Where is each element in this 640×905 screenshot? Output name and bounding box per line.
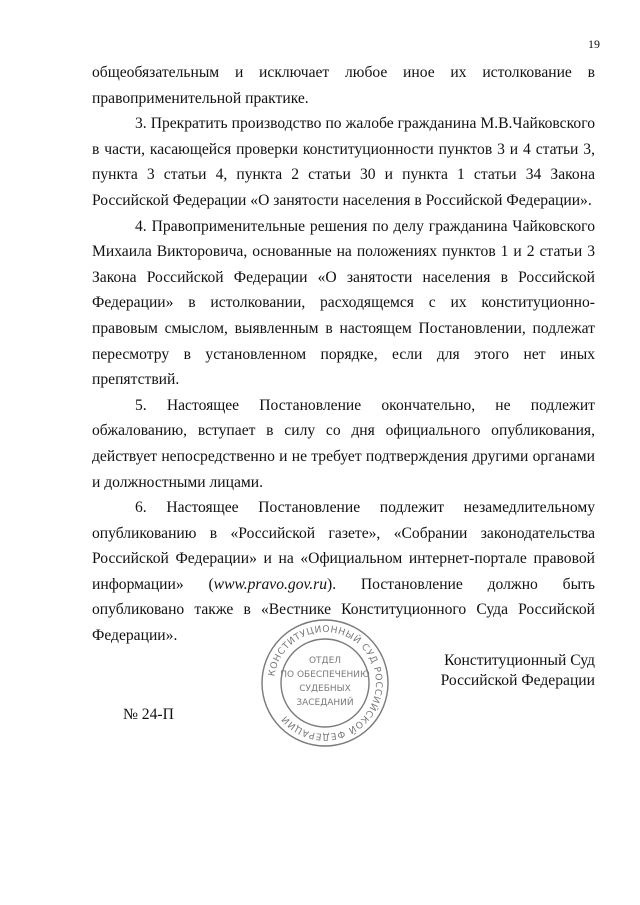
page-number: 19	[588, 37, 600, 51]
document-number: № 24-П	[123, 706, 174, 723]
svg-text:КОНСТИТУЦИОННЫЙ СУД РОССИЙСКОЙ	[266, 624, 384, 742]
seal-center-line: ЗАСЕДАНИЙ	[296, 698, 354, 708]
signature-line-1: Конституционный Суд	[444, 652, 595, 669]
portal-url: www.pravo.gov.ru	[213, 575, 328, 593]
seal-ring-text: КОНСТИТУЦИОННЫЙ СУД РОССИЙСКОЙ ФЕДЕРАЦИИ	[266, 623, 385, 743]
paragraph-6-text-end: ). Постановление должно быть опубликовано также в «Вестнике Конституционного Суда Российской Федерации».	[92, 575, 595, 645]
seal-inner-ring	[281, 639, 369, 727]
signature-line-2: Российской Федерации	[440, 672, 595, 689]
paragraph-continuation: общеобязательным и исключает любое иное их истолкование в правоприменительной практике.	[92, 64, 595, 107]
document-body	[92, 60, 595, 649]
seal-center-line: ПО ОБЕСПЕЧЕНИЮ	[280, 670, 370, 680]
paragraph-5: 5. Настоящее Постановление окончательно, не подлежит обжалованию, вступает в силу со дня официального опубликования, действует непосредственно и не требует подтверждения другими органами и должностными лицами.	[92, 396, 595, 491]
paragraph-4: 4. Правоприменительные решения по делу гражданина Чайковского Михаила Викторовича, основанные на положениях пунктов 1 и 2 статьи 3 Закона Российской Федерации «О занятости населения в Российской Федерации» в истолковании, расходящемся с их конституционно-правовым смыслом, выявленным в настоящем Постановлении, подлежат пересмотру в установленном порядке, если для этого нет иных препятствий.	[92, 217, 595, 389]
seal-center-line: СУДЕБНЫХ	[299, 684, 351, 694]
signature-block	[441, 651, 595, 691]
paragraph-6-text-start: 6. Настоящее Постановление подлежит незамедлительному опубликованию в «Российской газете», «Собрании законодательства Российской Федерации» и на «Официальном интернет-портале правовой информации» (	[92, 499, 595, 593]
seal-center-line: ОТДЕЛ	[308, 656, 342, 666]
official-seal	[259, 617, 391, 749]
paragraph-3: 3. Прекратить производство по жалобе гражданина М.В.Чайковского в части, касающейся проверки конституционности пунктов 3 и 4 статьи 3, пункта 3 статьи 4, пункта 2 статьи 30 и пункта 1 статьи 34 Закона Российской Федерации «О занятости населения в Российской Федерации».	[92, 115, 595, 209]
